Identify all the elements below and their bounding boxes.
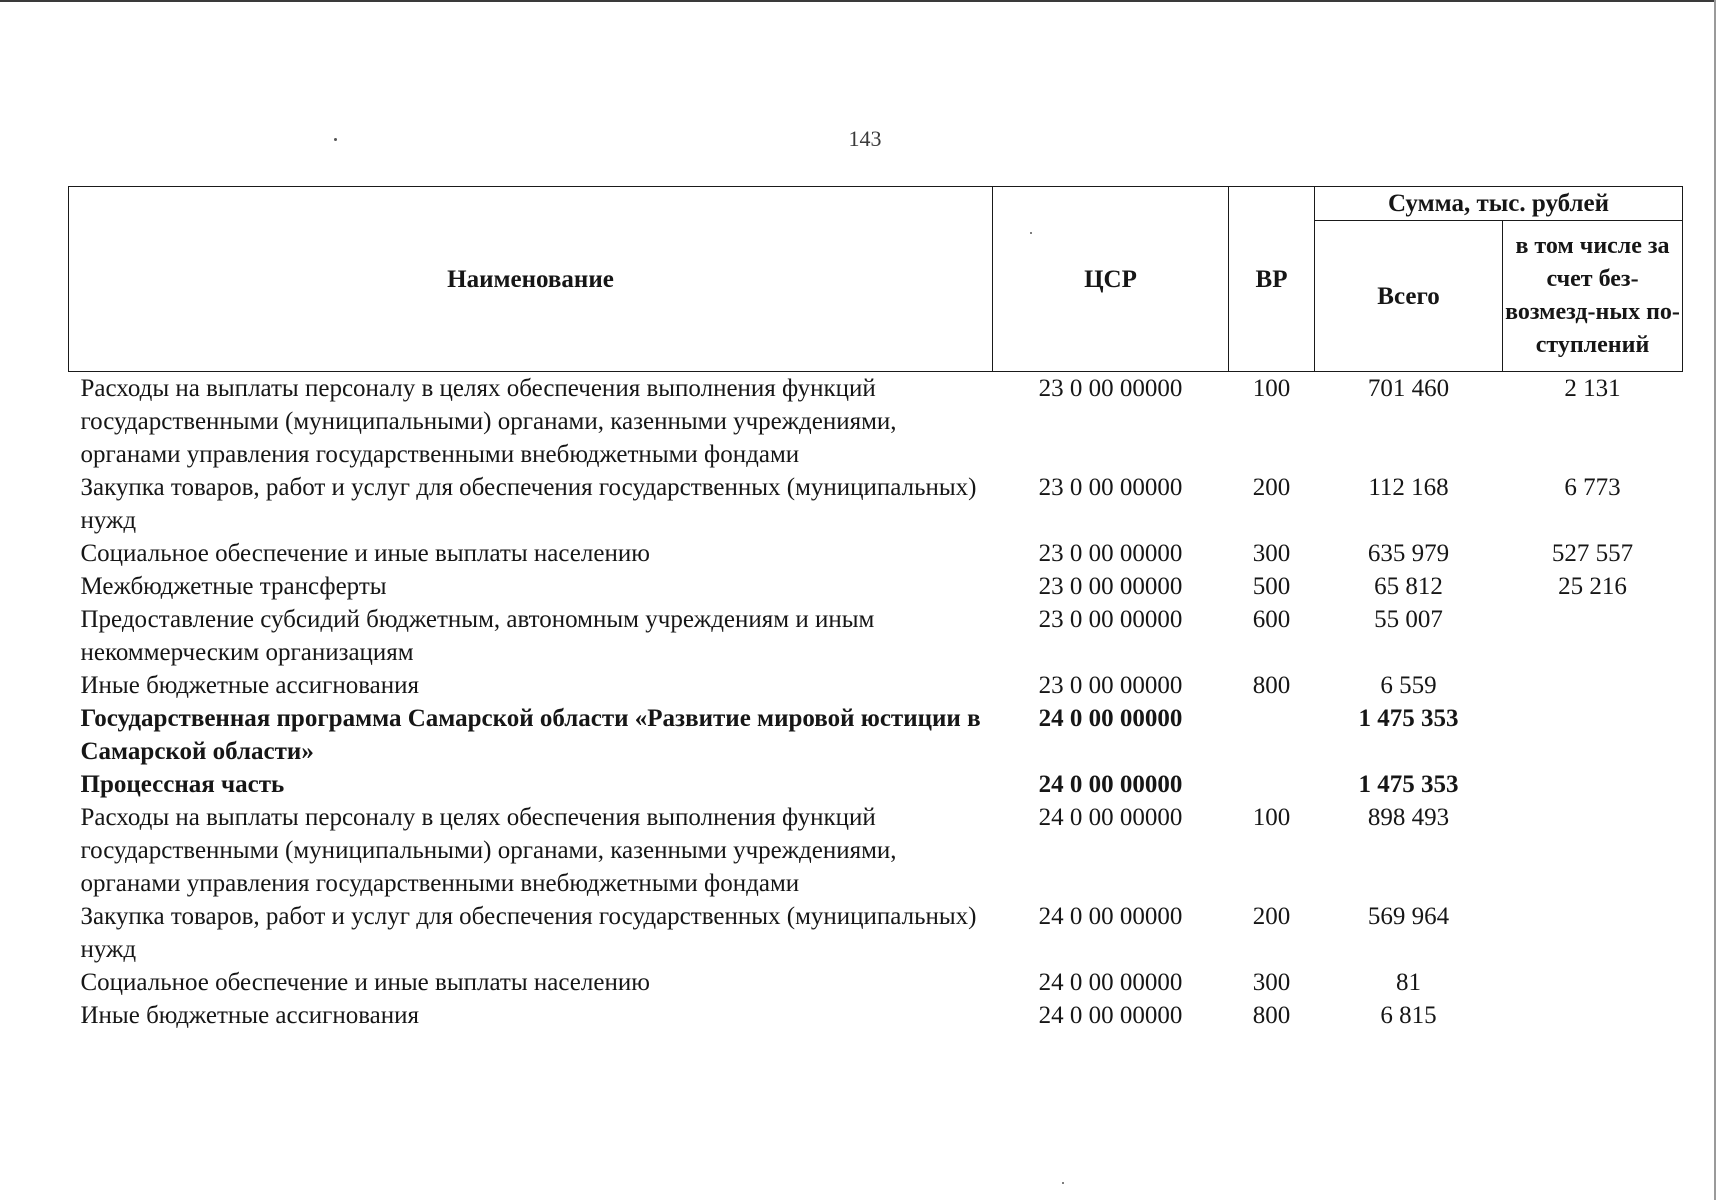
top-border-line bbox=[0, 0, 1716, 2]
header-name: Наименование bbox=[69, 187, 993, 372]
table-row bbox=[69, 768, 1683, 801]
table-row bbox=[69, 372, 1683, 472]
header-total: Всего bbox=[1315, 221, 1503, 372]
row-csr-cell: 23 0 00 00000 bbox=[1038, 672, 1183, 699]
row-total-cell: 569 964 bbox=[1367, 903, 1450, 930]
table-row bbox=[69, 702, 1683, 768]
row-free-cell bbox=[1503, 966, 1683, 999]
row-name-cell: Расходы на выплаты персоналу в целях обеспечения выполнения функций государственными (муниципальными) органами, казенными учреждениями, органами управления государственными внебюджетными фондами bbox=[80, 804, 897, 897]
table-row bbox=[69, 570, 1683, 603]
row-vr-cell: 100 bbox=[1252, 804, 1291, 831]
row-name-cell: Закупка товаров, работ и услуг для обеспечения государственных (муниципальных) нужд bbox=[80, 474, 977, 534]
row-total-cell: 6 559 bbox=[1380, 672, 1437, 699]
table-row bbox=[69, 999, 1683, 1032]
row-vr-cell bbox=[1229, 768, 1315, 801]
row-csr-cell: 23 0 00 00000 bbox=[1038, 375, 1183, 402]
scan-speck bbox=[1062, 1182, 1064, 1184]
row-free-cell: 25 216 bbox=[1558, 573, 1627, 600]
row-total-cell: 55 007 bbox=[1374, 606, 1443, 633]
row-vr-cell: 800 bbox=[1252, 1002, 1291, 1029]
table-row bbox=[69, 537, 1683, 570]
row-total-cell: 701 460 bbox=[1367, 375, 1450, 402]
row-name-cell: Предоставление субсидий бюджетным, автономным учреждениям и иным некоммерческим организациям bbox=[80, 606, 875, 666]
row-free-cell: 527 557 bbox=[1551, 540, 1634, 567]
table-row bbox=[69, 966, 1683, 999]
row-free-cell: 2 131 bbox=[1564, 375, 1621, 402]
row-name-cell: Процессная часть bbox=[80, 771, 285, 798]
row-free-cell bbox=[1503, 603, 1683, 669]
header-csr: ЦСР bbox=[993, 187, 1229, 372]
row-vr-cell: 600 bbox=[1252, 606, 1291, 633]
table-row bbox=[69, 669, 1683, 702]
row-name-cell: Межбюджетные трансферты bbox=[80, 573, 387, 600]
header-vr: ВР bbox=[1229, 187, 1315, 372]
row-total-cell: 1 475 353 bbox=[1358, 771, 1459, 798]
row-name-cell: Иные бюджетные ассигнования bbox=[80, 1002, 420, 1029]
row-vr-cell: 200 bbox=[1252, 474, 1291, 501]
row-total-cell: 6 815 bbox=[1380, 1002, 1437, 1029]
row-name-cell: Иные бюджетные ассигнования bbox=[80, 672, 420, 699]
row-free-cell bbox=[1503, 768, 1683, 801]
row-csr-cell: 23 0 00 00000 bbox=[1038, 474, 1183, 501]
row-csr-cell: 24 0 00 00000 bbox=[1038, 969, 1183, 996]
row-free-cell bbox=[1503, 669, 1683, 702]
table-row bbox=[69, 471, 1683, 537]
row-total-cell: 81 bbox=[1396, 969, 1421, 996]
row-csr-cell: 23 0 00 00000 bbox=[1038, 573, 1183, 600]
row-free-cell bbox=[1503, 702, 1683, 768]
row-vr-cell: 300 bbox=[1252, 969, 1291, 996]
row-name-cell: Закупка товаров, работ и услуг для обеспечения государственных (муниципальных) нужд bbox=[80, 903, 977, 963]
row-name-cell: Социальное обеспечение и иные выплаты населению bbox=[80, 540, 650, 567]
table-header bbox=[69, 187, 1683, 372]
row-csr-cell: 23 0 00 00000 bbox=[1038, 540, 1183, 567]
row-name-cell: Расходы на выплаты персоналу в целях обеспечения выполнения функций государственными (муниципальными) органами, казенными учреждениями, органами управления государственными внебюджетными фондами bbox=[80, 375, 897, 468]
row-free-cell: 6 773 bbox=[1564, 474, 1621, 501]
row-total-cell: 112 168 bbox=[1368, 474, 1449, 501]
row-csr-cell: 23 0 00 00000 bbox=[1038, 606, 1183, 633]
row-free-cell bbox=[1503, 801, 1683, 900]
table-body bbox=[69, 372, 1683, 1033]
row-csr-cell: 24 0 00 00000 bbox=[1038, 1002, 1183, 1029]
row-free-cell bbox=[1503, 999, 1683, 1032]
row-name-cell: Государственная программа Самарской области «Развитие мировой юстиции в Самарской области» bbox=[80, 705, 981, 765]
page-number: 143 bbox=[848, 126, 882, 151]
scan-speck bbox=[334, 138, 337, 141]
row-csr-cell: 24 0 00 00000 bbox=[1038, 804, 1183, 831]
row-free-cell bbox=[1503, 900, 1683, 966]
row-csr-cell: 24 0 00 00000 bbox=[1038, 771, 1183, 798]
row-total-cell: 65 812 bbox=[1374, 573, 1443, 600]
header-free-receipts: в том числе за счет без-возмезд-ных по-ступлений bbox=[1503, 221, 1683, 372]
table-row bbox=[69, 801, 1683, 900]
row-vr-cell: 300 bbox=[1252, 540, 1291, 567]
row-vr-cell bbox=[1229, 702, 1315, 768]
row-csr-cell: 24 0 00 00000 bbox=[1038, 705, 1183, 732]
row-csr-cell: 24 0 00 00000 bbox=[1038, 903, 1183, 930]
row-name-cell: Социальное обеспечение и иные выплаты населению bbox=[80, 969, 650, 996]
budget-table bbox=[68, 186, 1683, 1032]
row-total-cell: 635 979 bbox=[1367, 540, 1450, 567]
header-sum-group: Сумма, тыс. рублей bbox=[1315, 187, 1683, 221]
table-row bbox=[69, 900, 1683, 966]
row-total-cell: 1 475 353 bbox=[1358, 705, 1459, 732]
row-total-cell: 898 493 bbox=[1367, 804, 1450, 831]
row-vr-cell: 200 bbox=[1252, 903, 1291, 930]
row-vr-cell: 100 bbox=[1252, 375, 1291, 402]
row-vr-cell: 500 bbox=[1252, 573, 1291, 600]
row-vr-cell: 800 bbox=[1252, 672, 1291, 699]
table-row bbox=[69, 603, 1683, 669]
